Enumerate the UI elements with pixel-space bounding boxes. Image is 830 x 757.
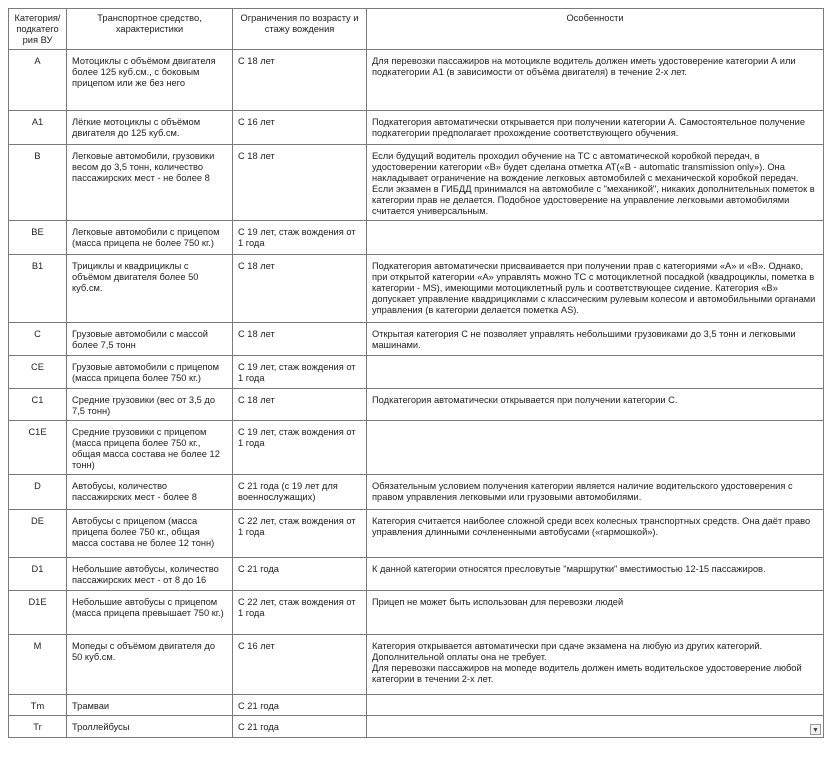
category-cell: C	[9, 323, 67, 356]
category-cell: D	[9, 475, 67, 510]
features-cell	[367, 221, 824, 255]
features-cell: Открытая категория С не позволяет управлять небольшими грузовиками до 3,5 тонн и легковыми машинами.	[367, 323, 824, 356]
features-cell: Если будущий водитель проходил обучение на ТС с автоматической коробкой передач, в удостоверении категории «В» будет сделана отметка АТ(«В - automatic transmission only»). Она накладывает ограничение на вождение легковых автомобилей с механической коробкой передач. Если экзамен в ГИБДД принимался на автомобиле с "механикой", никаких дополнительных пометок в категории прав не делается. Подобное удостоверение на управление легковыми автомобилями считается универсальным.	[367, 145, 824, 221]
table-row	[9, 716, 824, 738]
table-row	[9, 558, 824, 591]
limits-cell: С 19 лет, стаж вождения от 1 года	[233, 421, 367, 475]
category-cell: C1	[9, 389, 67, 421]
category-cell: B1	[9, 255, 67, 323]
table-row	[9, 591, 824, 635]
limits-cell: С 18 лет	[233, 323, 367, 356]
features-cell: К данной категории относятся пресловутые "маршрутки" вместимостью 12-15 пассажиров.	[367, 558, 824, 591]
vehicle-cell: Грузовые автомобили с прицепом (масса прицепа более 750 кг.)	[67, 356, 233, 389]
table-row	[9, 421, 824, 475]
features-cell: Категория считается наиболее сложной среди всех колесных транспортных средств. Она даёт право управления длинными сочлененными автобусами («гармошкой»).	[367, 510, 824, 558]
vehicle-cell: Средние грузовики с прицепом (масса прицепа более 750 кг., общая масса состава не более 12 тонн)	[67, 421, 233, 475]
vehicle-cell: Легковые автомобили, грузовики весом до 3,5 тонн, количество пассажирских мест - не более 8	[67, 145, 233, 221]
features-cell	[367, 716, 824, 738]
limits-cell: С 19 лет, стаж вождения от 1 года	[233, 221, 367, 255]
limits-cell: С 18 лет	[233, 389, 367, 421]
limits-cell: С 21 года (с 19 лет для военнослужащих)	[233, 475, 367, 510]
category-cell: A	[9, 50, 67, 111]
features-cell: Подкатегория автоматически открывается при получении категории А. Самостоятельное получение подкатегории предполагает прохождение соответствующего обучения.	[367, 111, 824, 145]
category-cell: CE	[9, 356, 67, 389]
table-row	[9, 510, 824, 558]
license-categories-table	[8, 8, 824, 738]
table-row	[9, 695, 824, 716]
features-cell	[367, 695, 824, 716]
vehicle-cell: Автобусы, количество пассажирских мест - более 8	[67, 475, 233, 510]
features-cell: Категория открывается автоматически при сдаче экзамена на любую из других категорий. Дополнительной оплаты она не требует. Для перевозки пассажиров на мопеде водитель должен иметь водительское удостоверение любой категории в течении 2-х лет.	[367, 635, 824, 695]
table-row	[9, 323, 824, 356]
features-cell: Подкатегория автоматически открывается при получении категории С.	[367, 389, 824, 421]
limits-cell: С 22 лет, стаж вождения от 1 года	[233, 591, 367, 635]
table-row	[9, 389, 824, 421]
limits-cell: С 16 лет	[233, 111, 367, 145]
header-category: Категория/ подкатего рия ВУ	[9, 9, 67, 50]
vehicle-cell: Автобусы с прицепом (масса прицепа более 750 кг., общая масса состава не более 12 тонн)	[67, 510, 233, 558]
category-cell: D1	[9, 558, 67, 591]
features-cell: Обязательным условием получения категории является наличие водительского удостоверения с правом управления легковыми или грузовыми автомобилями.	[367, 475, 824, 510]
header-vehicle: Транспортное средство, характеристики	[67, 9, 233, 50]
table-row	[9, 145, 824, 221]
limits-cell: С 18 лет	[233, 50, 367, 111]
vehicle-cell: Троллейбусы	[67, 716, 233, 738]
features-cell: Подкатегория автоматически присваивается при получении прав с категориями «А» и «В». Однако, при открытой категории «А» управлять можно ТС с мотоциклетной посадкой (квадроциклы, пометка в категории - MS), имеющими мотоциклетный руль и соответствующее сидение. Категория «В» допускает управление квадрициклами с классическим рулевым колесом и автомобильными органами управления (в категории делается пометка AS).	[367, 255, 824, 323]
vehicle-cell: Грузовые автомобили с массой более 7,5 тонн	[67, 323, 233, 356]
category-cell: Tr	[9, 716, 67, 738]
category-cell: DE	[9, 510, 67, 558]
vehicle-cell: Трициклы и квадрициклы с объёмом двигателя более 50 куб.см.	[67, 255, 233, 323]
table-row	[9, 635, 824, 695]
features-cell: Для перевозки пассажиров на мотоцикле водитель должен иметь удостоверение категории А или подкатегории А1 (в зависимости от объёма двигателя) в течение 2-х лет.	[367, 50, 824, 111]
table-row	[9, 255, 824, 323]
limits-cell: С 22 лет, стаж вождения от 1 года	[233, 510, 367, 558]
table-row	[9, 221, 824, 255]
table-row	[9, 50, 824, 111]
vehicle-cell: Лёгкие мотоциклы с объёмом двигателя до 125 куб.см.	[67, 111, 233, 145]
category-cell: C1E	[9, 421, 67, 475]
table-row	[9, 475, 824, 510]
limits-cell: С 16 лет	[233, 635, 367, 695]
limits-cell: С 21 года	[233, 695, 367, 716]
table-row	[9, 111, 824, 145]
limits-cell: С 19 лет, стаж вождения от 1 года	[233, 356, 367, 389]
header-limits: Ограничения по возрасту и стажу вождения	[233, 9, 367, 50]
features-cell	[367, 356, 824, 389]
category-cell: A1	[9, 111, 67, 145]
vehicle-cell: Мотоциклы с объёмом двигателя более 125 куб.см., с боковым прицепом или же без него	[67, 50, 233, 111]
category-cell: Tm	[9, 695, 67, 716]
vehicle-cell: Мопеды с объёмом двигателя до 50 куб.см.	[67, 635, 233, 695]
category-cell: B	[9, 145, 67, 221]
vehicle-cell: Легковые автомобили с прицепом (масса прицепа не более 750 кг.)	[67, 221, 233, 255]
features-cell: Прицеп не может быть использован для перевозки людей	[367, 591, 824, 635]
category-cell: M	[9, 635, 67, 695]
vehicle-cell: Небольшие автобусы, количество пассажирских мест - от 8 до 16	[67, 558, 233, 591]
limits-cell: С 21 года	[233, 716, 367, 738]
category-cell: D1E	[9, 591, 67, 635]
table-row	[9, 356, 824, 389]
limits-cell: С 18 лет	[233, 255, 367, 323]
vehicle-cell: Средние грузовики (вес от 3,5 до 7,5 тонн)	[67, 389, 233, 421]
scroll-down-icon[interactable]: ▼	[810, 724, 821, 735]
limits-cell: С 18 лет	[233, 145, 367, 221]
table-header-row	[9, 9, 824, 50]
header-features: Особенности	[367, 9, 824, 50]
vehicle-cell: Трамваи	[67, 695, 233, 716]
category-cell: BE	[9, 221, 67, 255]
limits-cell: С 21 года	[233, 558, 367, 591]
vehicle-cell: Небольшие автобусы с прицепом (масса прицепа превышает 750 кг.)	[67, 591, 233, 635]
features-cell	[367, 421, 824, 475]
